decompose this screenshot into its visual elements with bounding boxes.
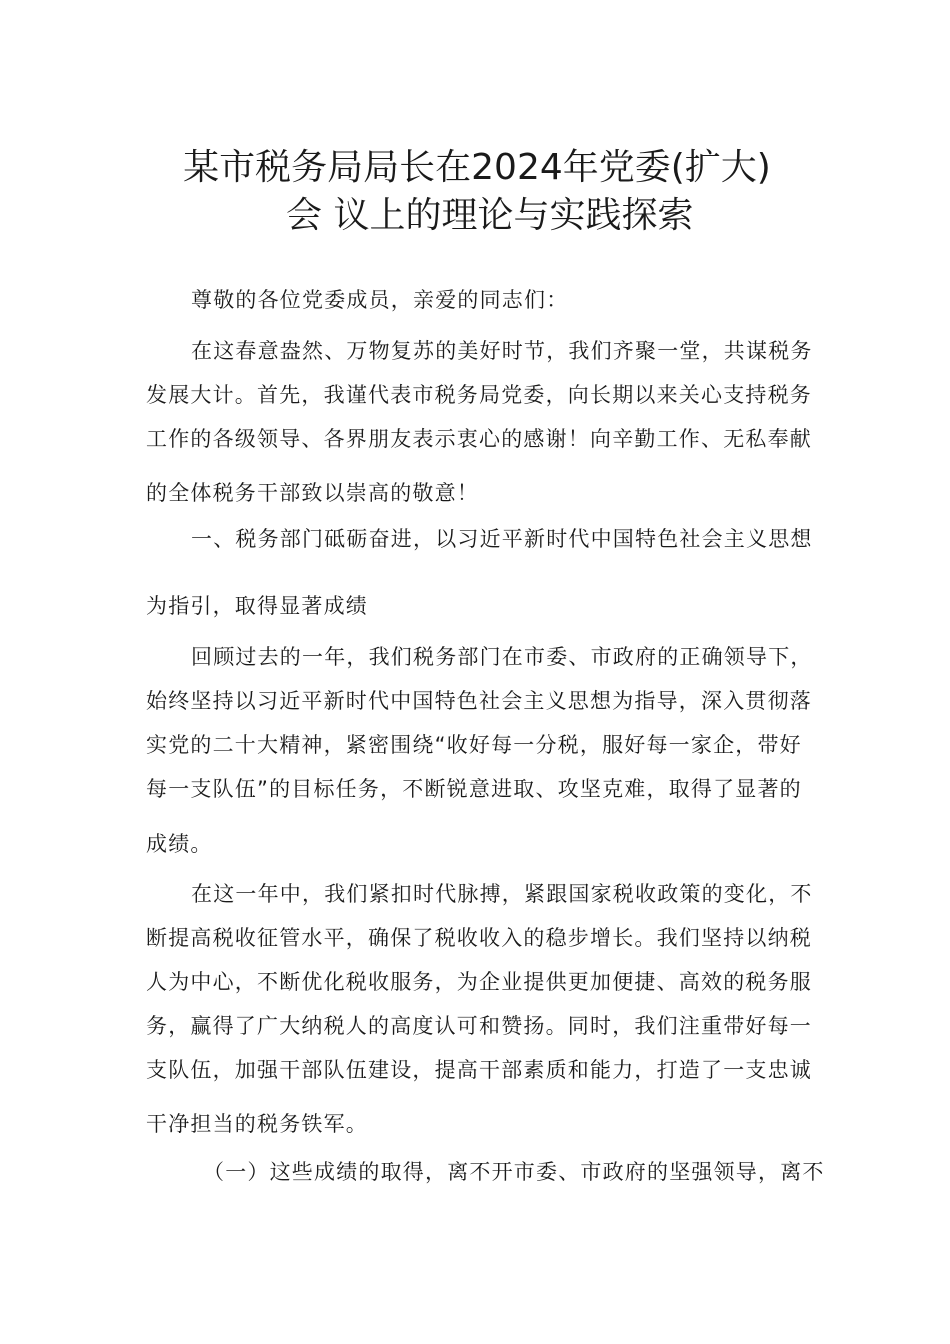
paragraph-line: 发展大计。首先，我谨代表市税务局党委，向长期以来关心支持税务 bbox=[146, 383, 812, 407]
paragraph-line: 每一支队伍”的目标任务，不断锐意进取、攻坚克难，取得了显著的 bbox=[146, 777, 802, 801]
paragraph-line: 断提高税收征管水平，确保了税收收入的稳步增长。我们坚持以纳税 bbox=[146, 926, 812, 950]
paragraph-line: 成绩。 bbox=[146, 832, 213, 856]
subsection-heading-line: （一）这些成绩的取得，离不开市委、市政府的坚强领导，离不 bbox=[203, 1160, 825, 1184]
document-title-line-1: 某市税务局局长在2024年党委(扩大) bbox=[183, 147, 771, 188]
paragraph-line: 的全体税务干部致以崇高的敬意！ bbox=[146, 481, 479, 505]
paragraph-line: 人为中心，不断优化税收服务，为企业提供更加便捷、高效的税务服 bbox=[146, 970, 812, 994]
paragraph-line: 始终坚持以习近平新时代中国特色社会主义思想为指导，深入贯彻落 bbox=[146, 689, 812, 713]
paragraph-line: 回顾过去的一年，我们税务部门在市委、市政府的正确领导下， bbox=[191, 645, 813, 669]
section-heading-line: 为指引，取得显著成绩 bbox=[146, 594, 368, 618]
document-title-line-2: 会 议上的理论与实践探索 bbox=[286, 195, 694, 236]
paragraph-line: 支队伍，加强干部队伍建设，提高干部素质和能力，打造了一支忠诚 bbox=[146, 1058, 812, 1082]
paragraph-line: 务，赢得了广大纳税人的高度认可和赞扬。同时，我们注重带好每一 bbox=[146, 1014, 812, 1038]
paragraph-line: 工作的各级领导、各界朋友表示衷心的感谢！向辛勤工作、无私奉献 bbox=[146, 427, 812, 451]
paragraph-line: 在这一年中，我们紧扣时代脉搏，紧跟国家税收政策的变化，不 bbox=[191, 882, 813, 906]
paragraph-line: 在这春意盎然、万物复苏的美好时节，我们齐聚一堂，共谋税务 bbox=[191, 339, 813, 363]
section-heading-line: 一、税务部门砥砺奋进，以习近平新时代中国特色社会主义思想 bbox=[191, 527, 813, 551]
salutation: 尊敬的各位党委成员，亲爱的同志们： bbox=[191, 288, 569, 312]
paragraph-line: 干净担当的税务铁军。 bbox=[146, 1112, 368, 1136]
paragraph-line: 实党的二十大精神，紧密围绕“收好每一分税，服好每一家企，带好 bbox=[146, 733, 802, 757]
